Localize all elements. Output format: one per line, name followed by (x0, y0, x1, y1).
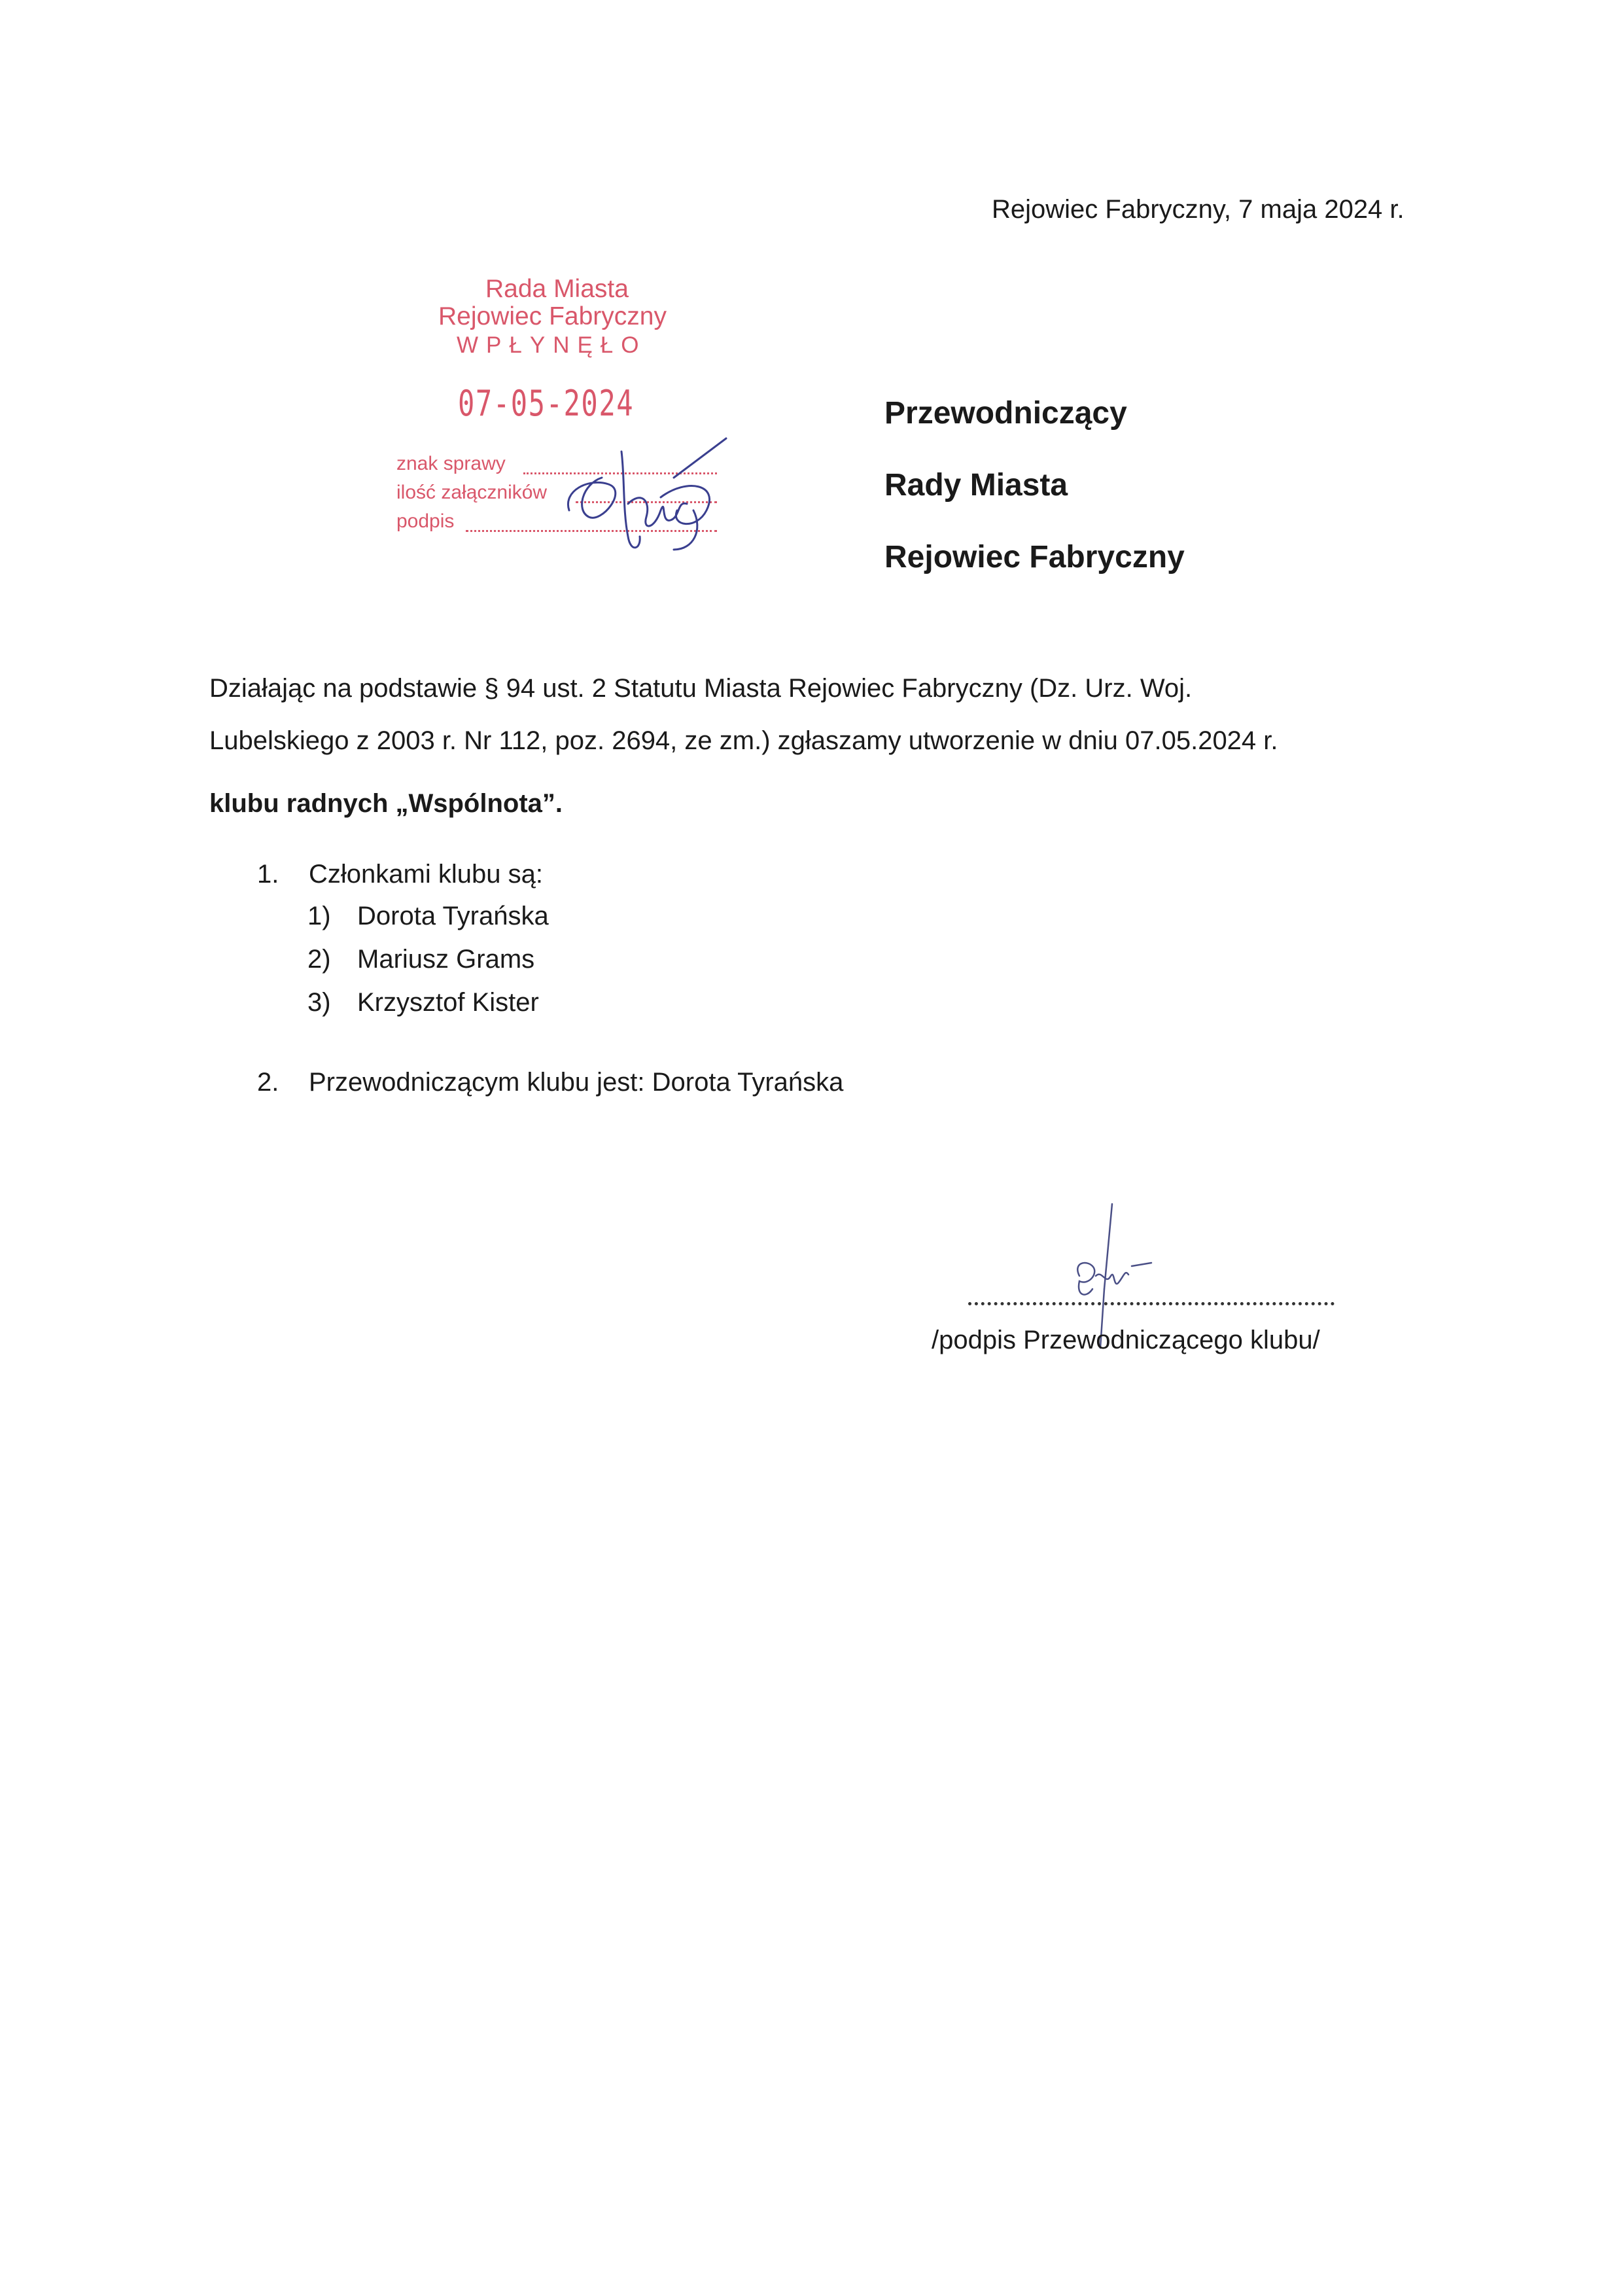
member-name: Krzysztof Kister (357, 988, 539, 1017)
place-date: Rejowiec Fabryczny, 7 maja 2024 r. (992, 195, 1405, 224)
addressee-council: Rady Miasta (884, 468, 1068, 503)
chairperson-statement: Przewodniczącym klubu jest: Dorota Tyrańska (309, 1068, 844, 1097)
stamp-attachments-label: ilość załączników (396, 482, 548, 503)
list-number: 1. (257, 860, 279, 889)
member-name: Mariusz Grams (357, 945, 535, 974)
stamp-handwritten-signature (563, 438, 733, 569)
addressee-town: Rejowiec Fabryczny (884, 540, 1185, 574)
member-name: Dorota Tyrańska (357, 902, 549, 930)
member-number: 1) (307, 902, 331, 930)
body-paragraph-line-1: Działając na podstawie § 94 ust. 2 Statutu Miasta Rejowiec Fabryczny (Dz. Urz. Woj. (209, 674, 1193, 703)
stamp-line-council: Rada Miasta (485, 275, 629, 303)
members-heading: Członkami klubu są: (309, 860, 543, 889)
member-number: 2) (307, 945, 331, 974)
list-number: 2. (257, 1068, 279, 1097)
stamp-case-number-label: znak sprawy (396, 453, 506, 474)
club-name: klubu radnych „Wspólnota”. (209, 789, 563, 818)
signature-caption: /podpis Przewodniczącego klubu/ (932, 1326, 1320, 1354)
stamp-line-town: Rejowiec Fabryczny (438, 302, 667, 330)
addressee-title: Przewodniczący (884, 396, 1127, 431)
stamp-line-received: WPŁYNĘŁO (457, 332, 647, 358)
stamp-signature-label: podpis (396, 510, 455, 532)
member-number: 3) (307, 988, 331, 1017)
stamp-date: 07-05-2024 (458, 383, 635, 424)
body-paragraph-line-2: Lubelskiego z 2003 r. Nr 112, poz. 2694, ze zm.) zgłaszamy utworzenie w dniu 07.05.2024 r. (209, 726, 1278, 755)
